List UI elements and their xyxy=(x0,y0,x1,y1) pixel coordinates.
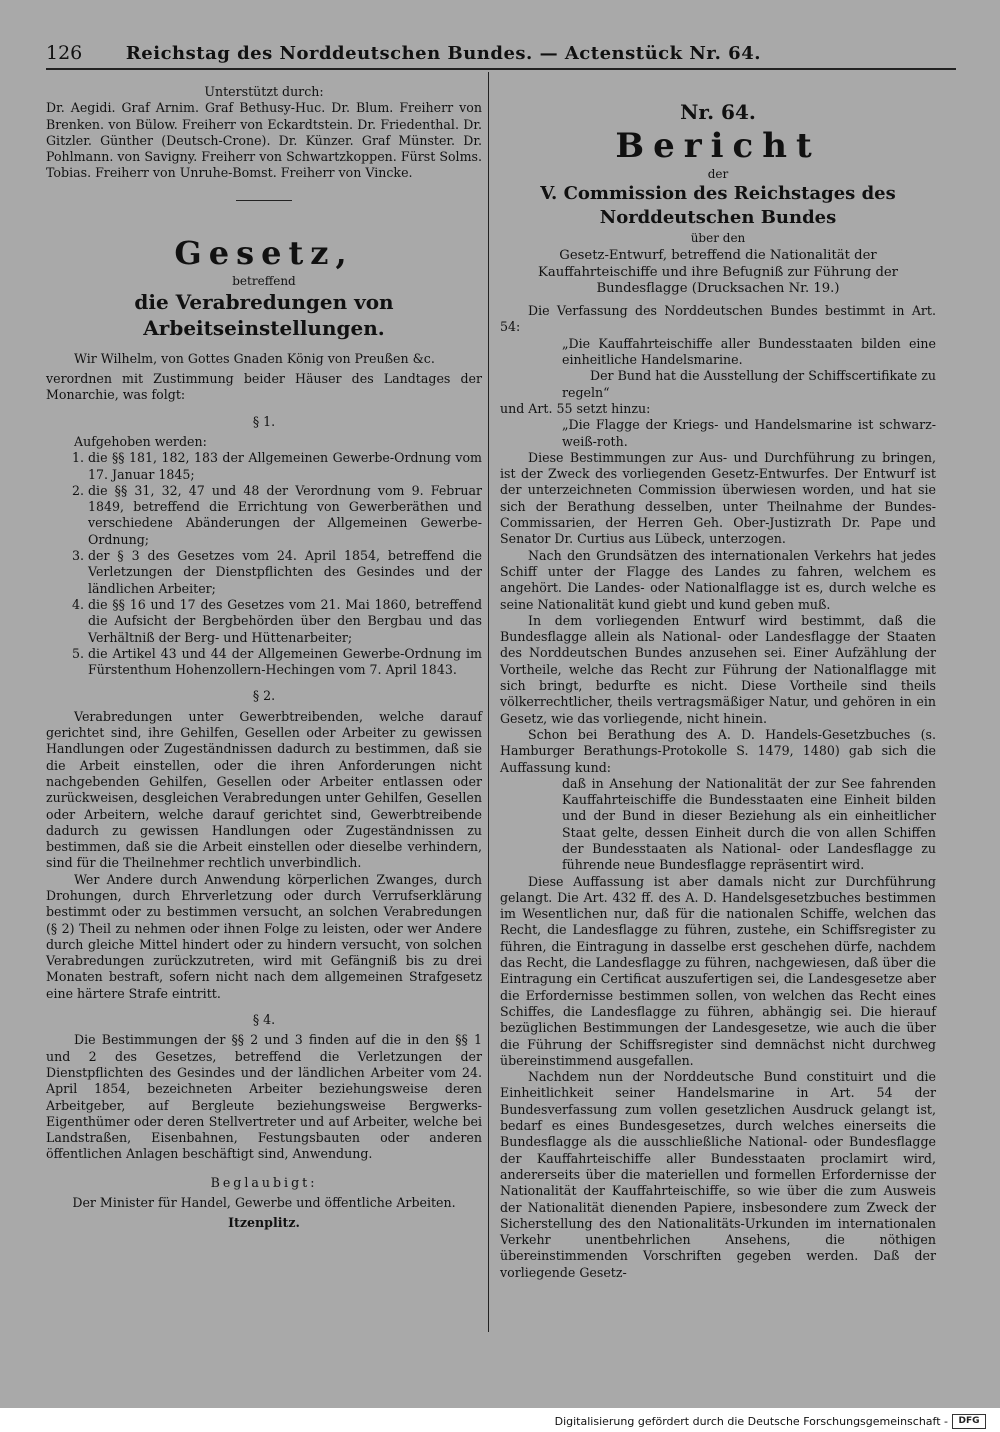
list-item: 5. die Artikel 43 und 44 der Allgemeinen Gewerbe-Ordnung im Fürstenthum Hohenzollern-Hechingen vom 7. April 1843. xyxy=(88,646,482,679)
list-item: 1. die §§ 181, 182, 183 der Allgemeinen Gewerbe-Ordnung vom 17. Januar 1845; xyxy=(88,450,482,483)
law-subtitle: die Verabredungen von Arbeitseinstellungen. xyxy=(134,289,394,340)
running-title: Reichstag des Norddeutschen Bundes. — Actenstück Nr. 64. xyxy=(125,43,761,64)
paragraph: und Art. 55 setzt hinzu: xyxy=(500,400,651,416)
section-2-paragraph-1: Verabredungen unter Gewerbtreibenden, welche darauf gerichtet sind, ihre Gehilfen, Gesellen oder Arbeiter zu gewissen Handlungen oder Zugeständnissen dadurch zu bestimmen, daß sie die Arbeit einstellen, oder die ihren Anforderungen nicht nachgebenden Gehilfen, Gesellen oder Arbeiter entlassen oder zurückweisen, desgleichen Verabredungen unter Gehilfen, Gesellen oder Arbeitern, welche darauf gerichtet sind, Gewerbtreibende dadurch zu gewissen Handlungen oder Zugeständnissen zu bestimmen, daß sie die Arbeit einstellen oder dieselbe verhindern, sind für die Theilnehmer rechtlich unverbindlich. xyxy=(46,708,482,871)
certified-label: Beglaubigt: xyxy=(210,1174,318,1190)
paragraph: Diese Bestimmungen zur Aus- und Durchführung zu bringen, ist der Zweck des vorliegenden Gesetz-Entwurfes. Der Entwurf ist der unterzeichneten Commission überwiesen worden, und hat sie sich der Berathung desselben, unter Theilnahme der Bundes-Commissarien, der Herren Geh. Ober-Justizrath Dr. Pape und Senator Dr. Curtius aus Lübeck, unterzogen. xyxy=(500,449,936,547)
paragraph: Die Verfassung des Norddeutschen Bundes bestimmt in Art. 54: xyxy=(500,303,936,335)
section-2-heading: § 2. xyxy=(252,688,276,704)
paragraph: Nach den Grundsätzen des internationalen Verkehrs hat jedes Schiff unter der Flagge des Landes zu fahren, welchem es angehört. Die Landes- oder Nationalflagge ist es, durch welche es seine Nationalität kund giebt und kund geben muß. xyxy=(500,547,936,612)
section-1-heading: § 1. xyxy=(252,413,276,429)
section-4-heading: § 4. xyxy=(252,1012,276,1028)
law-betreffend: betreffend xyxy=(232,273,296,288)
list-item: 3. der § 3 des Gesetzes vom 24. April 1854, betreffend die Verletzungen der Dienstpflichten des Gesindes und der ländlichen Arbeiter; xyxy=(88,548,482,597)
paragraph: Diese Auffassung ist aber damals nicht zur Durchführung gelangt. Die Art. 432 ff. des A. D. Handelsgesetzbuches bestimmen im Wesentlichen nur, daß für die nationalen Schiffe, welchen das Recht, die Landesflagge zu führen, zustehe, ein Schiffsregister zu führen, die Eintragung in dasselbe erst geschehen dürfe, nachdem das Recht, die Landesflagge zu führen, nachgewiesen, daß über die Eintragung ein Certificat auszufertigen sei, die Landesgesetze aber die Erfordernisse bestimmen sollen, von welchen das Recht eines Schiffes, die Landesflagge zu führen, abhängig sei. Die hierauf bezüglichen Bestimmungen der Landesgesetze, wie auch die über die Führung der Schiffsregister sind demnächst nicht durchweg übereinstimmend ausgefallen. xyxy=(500,873,936,1068)
law-title: Gesetz, xyxy=(174,233,354,272)
minister-title: Der Minister für Handel, Gewerbe und öffentliche Arbeiten. xyxy=(72,1195,456,1211)
section-2-paragraph-2: Wer Andere durch Anwendung körperlichen Zwanges, durch Drohungen, durch Ehrverletzung oder durch Verrufserklärung bestimmt oder zu bestimmen versucht, an solchen Verabredungen (§ 2) Theil zu nehmen oder ihnen Folge zu leisten, oder wer Andere durch gleiche Mittel hindert oder zu hindern versucht, von solchen Verabredungen zurückzutreten, wird mit Gefängniß bis zu drei Monaten bestraft, sofern nicht nach dem allgemeinen Strafgesetz eine härtere Strafe eintritt. xyxy=(46,871,482,1001)
preamble-1: Wir Wilhelm, von Gottes Gnaden König von Preußen &c. xyxy=(74,350,435,366)
report-der: der xyxy=(707,167,729,182)
paragraph: Nachdem nun der Norddeutsche Bund constituirt und die Einheitlichkeit seiner Handelsmarine in Art. 54 der Bundesverfassung zum vollen gesetzlichen Ausdruck gelangt ist, bedarf es eines Bundesgesetzes, durch welches einerseits die Bundesflagge als die ausschließliche National- oder Bundesflagge der Kauffahrteischiffe aller Bundesstaaten proclamirt wird, andererseits über die materiellen und formellen Erfordernisse der Nationalität der Kauffahrteischiffe, so wie über die zum Ausweis der Nationalität dienenden Papiere, insbesondere zum Zweck der Sicherstellung des den Nationalitäts-Urkunden im internationalen Verkehr unentbehrlichen Ansehens, die nöthigen übereinstimmenden Vorschriften gegeben werden. Daß der vorliegende Gesetz- xyxy=(500,1069,936,1280)
list-item: 4. die §§ 16 und 17 des Gesetzes vom 21. Mai 1860, betreffend die Aufsicht der Bergbehörden über den Bergbau und das Verhältniß der Berg- und Hüttenarbeiter; xyxy=(88,597,482,646)
section-rule xyxy=(236,200,292,201)
quote: „Die Kauffahrteischiffe aller Bundesstaaten bilden eine einheitliche Handelsmarine. xyxy=(562,335,936,368)
page-number: 126 xyxy=(46,42,83,64)
report-ueber: über den xyxy=(690,231,746,246)
paragraph: In dem vorliegenden Entwurf wird bestimmt, daß die Bundesflagge allein als National- oder Landesflagge der Staaten des Norddeutschen Bundes anzusehen sei. Einer Aufzählung der Vortheile, welche das Recht zur Führung der Nationalflagge mit sich bringt, bedurfte es nicht. Diese Vortheile sind theils völkerrechtlicher, theils vertragsmäßiger Natur, und gehören in ein Gesetz, wie das vorliegende, nicht hinein. xyxy=(500,612,936,726)
dfg-logo: DFG xyxy=(952,1414,986,1429)
section-4-paragraph: Die Bestimmungen der §§ 2 und 3 finden auf die in den §§ 1 und 2 des Gesetzes, betreffend die Verletzungen der Dienstpflichten des Gesindes und der ländlichen Arbeiter vom 24. April 1854, bezeichneten Arbeiter beziehungsweise deren Arbeitgeber, auf Bergleute beziehungsweise Bergwerks-Eigenthümer oder deren Stellvertreter und auf Arbeiter, welche bei Landstraßen, Eisenbahnen, Festungsbauten oder anderen öffentlichen Anlagen beschäftigt sind, Anwendung. xyxy=(46,1032,482,1162)
quote: „Die Flagge der Kriegs- und Handelsmarine ist schwarz-weiß-roth. xyxy=(562,417,936,449)
report-title: Bericht xyxy=(615,126,821,167)
column-divider xyxy=(488,72,489,1332)
section-1-intro: Aufgehoben werden: xyxy=(74,433,207,449)
quote: Der Bund hat die Ausstellung der Schiffscertifikate zu regeln“ xyxy=(562,368,936,400)
supported-by-heading: Unterstützt durch: xyxy=(204,84,324,99)
signature: Itzenplitz. xyxy=(228,1215,300,1231)
quote: daß in Ansehung der Nationalität der zur See fahrenden Kauffahrteischiffe die Bundesstaaten eine Einheit bilden und der Bund in dieser Beziehung als ein einheitlicher Staat gelte, dessen Einheit durch die von allen Schiffen der Bundesstaaten als National- oder Landesflagge zu führende neue Bundesflagge repräsentirt wird. xyxy=(562,775,936,873)
list-item: 2. die §§ 31, 32, 47 und 48 der Verordnung vom 9. Februar 1849, betreffend die Errichtung von Gewerberäthen und verschiedene Abänderungen der Allgemeinen Gewerbe-Ordnung; xyxy=(88,483,482,548)
page-header xyxy=(46,40,956,70)
left-column xyxy=(46,84,482,1232)
funding-credit: Digitalisierung gefördert durch die Deutsche Forschungsgemeinschaft - xyxy=(554,1415,948,1428)
right-column xyxy=(500,84,936,1281)
document-number: Nr. 64. xyxy=(680,100,756,124)
preamble-2: verordnen mit Zustimmung beider Häuser des Landtages der Monarchie, was folgt: xyxy=(46,371,482,403)
supporters-list: Dr. Aegidi. Graf Arnim. Graf Bethusy-Huc. Dr. Blum. Freiherr von Brenken. von Bülow. Freiherr von Eckardtstein. Dr. Friedenthal. Dr. Gitzler. Günther (Deutsch-Crone). Dr. Künzer. Graf Münster. Dr. Pohlmann. von Savigny. Freiherr von Schwartzkoppen. Fürst Solms. Tobias. Freiherr von Unruhe-Bomst. Freiherr von Vincke. xyxy=(46,100,482,181)
paragraph: Schon bei Berathung des A. D. Handels-Gesetzbuches (s. Hamburger Berathungs-Protokolle S. 1479, 1480) gab sich die Auffassung kund: xyxy=(500,726,936,775)
section-1-list xyxy=(46,450,482,678)
report-subject: Gesetz-Entwurf, betreffend die Nationalität der Kauffahrteischiffe und ihre Befugniß zur Führung der Bundesflagge (Drucksachen Nr. 19.) xyxy=(538,248,898,296)
commission-name: V. Commission des Reichstages des Norddeutschen Bundes xyxy=(540,183,896,229)
footer-bar xyxy=(0,1410,1000,1432)
